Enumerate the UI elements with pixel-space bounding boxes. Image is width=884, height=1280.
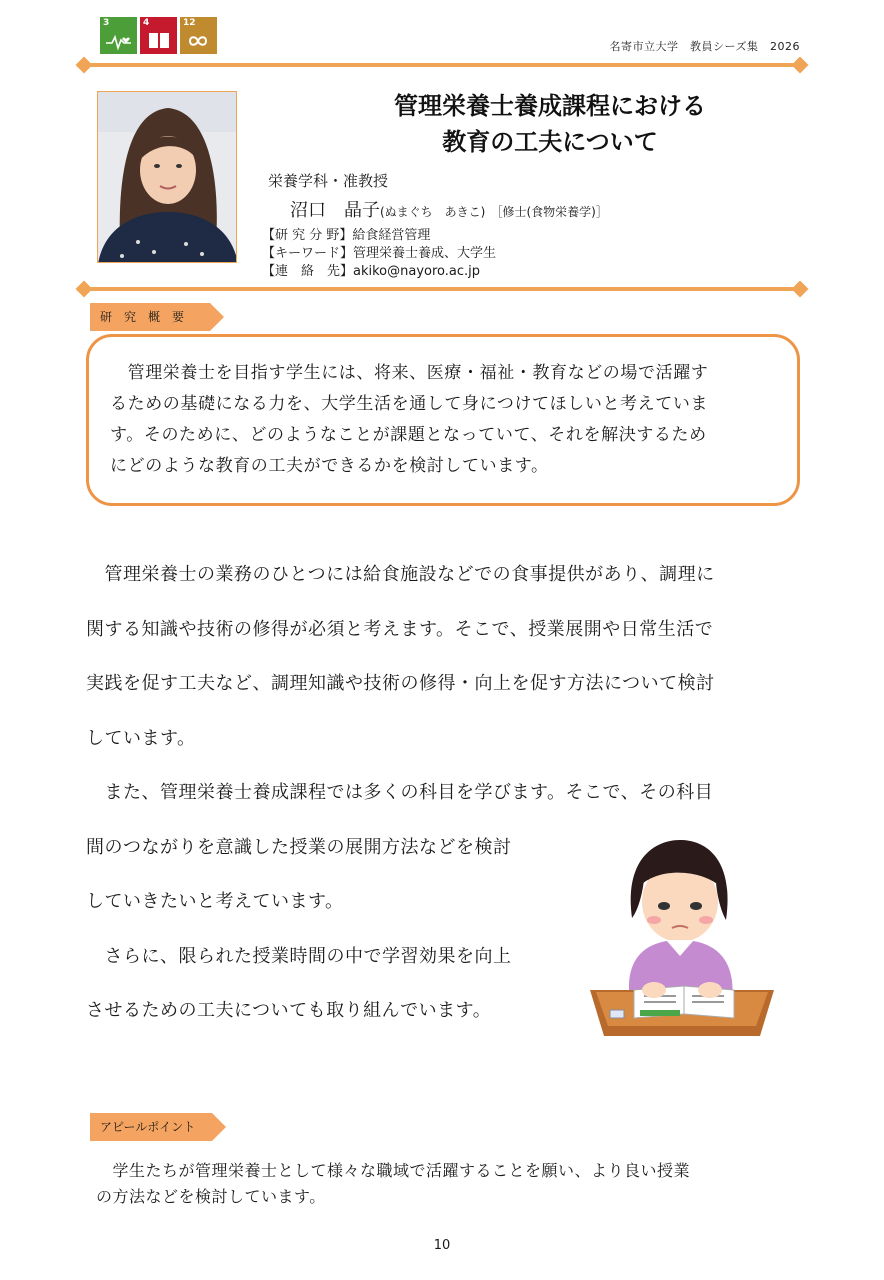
sdg-12-icon: 12 [180,17,217,54]
faculty-name-reading: (ぬまぐち あきこ) [380,205,486,219]
faculty-degree: ［修士(食物栄養学)］ [490,205,608,219]
contact: 【連 絡 先】akiko@nayoro.ac.jp [262,264,481,279]
section-divider [84,287,800,291]
divider-diamond-right [792,57,809,74]
heartbeat-icon [100,17,137,54]
page-title-line1: 管理栄養士養成課程における [394,92,706,120]
infinity-icon [180,17,217,54]
divider-diamond-right [792,281,809,298]
faculty-name-line [290,196,608,222]
divider-diamond-left [76,57,93,74]
page-number: 10 [433,1238,451,1253]
faculty-name: 沼口 晶子 [290,200,380,221]
sdg-4-icon: 4 [140,17,177,54]
research-field: 【研 究 分 野】給食経営管理 [262,228,431,243]
keywords: 【キーワード】管理栄養士養成、大学生 [262,246,497,261]
summary-label: 研 究 概 要 [90,303,210,331]
department-position: 栄養学科・准教授 [268,172,389,190]
sdg-3-icon: 3 [100,17,137,54]
page-title-line2: 教育の工夫について [442,128,658,156]
book-icon [140,17,177,54]
summary-text: 管理栄養士を目指す学生には、将来、医療・福祉・教育などの場で活躍す るための基礎になる力を、大学生活を通して身につけてほしいと考えていま す。そのために、どのようなことが課題となっていて、それを解決するため にどのような教育の工夫ができるかを検討しています。 [110,363,709,476]
profile-photo [97,91,237,263]
student-studying-illustration [584,840,780,1040]
appeal-text: 学生たちが管理栄養士として様々な職域で活躍することを願い、より良い授業 の方法などを検討しています。 [96,1161,691,1206]
top-divider [84,63,800,67]
header-text: 名寄市立大学 教員シーズ集 2026 [609,40,800,53]
divider-diamond-left [76,281,93,298]
appeal-label: アピールポイント [90,1113,212,1141]
body-text: 管理栄養士の業務のひとつには給食施設などでの食事提供があり、調理に 関する知識や技術の修得が必須と考えます。そこで、授業展開や日常生活で 実践を促す工夫など、調理知識や技術の修得・向上を促す方法について検討 しています。 また、管理栄養士養成課程では多くの科目を学びます。そこで、その科目 間のつながりを意識した授業の展開方法などを検討 していきたいと考えています。 さらに、限られた授業時間の中で学習効果を向上 させるための工夫についても取り組んでいます。 [86,564,715,1021]
